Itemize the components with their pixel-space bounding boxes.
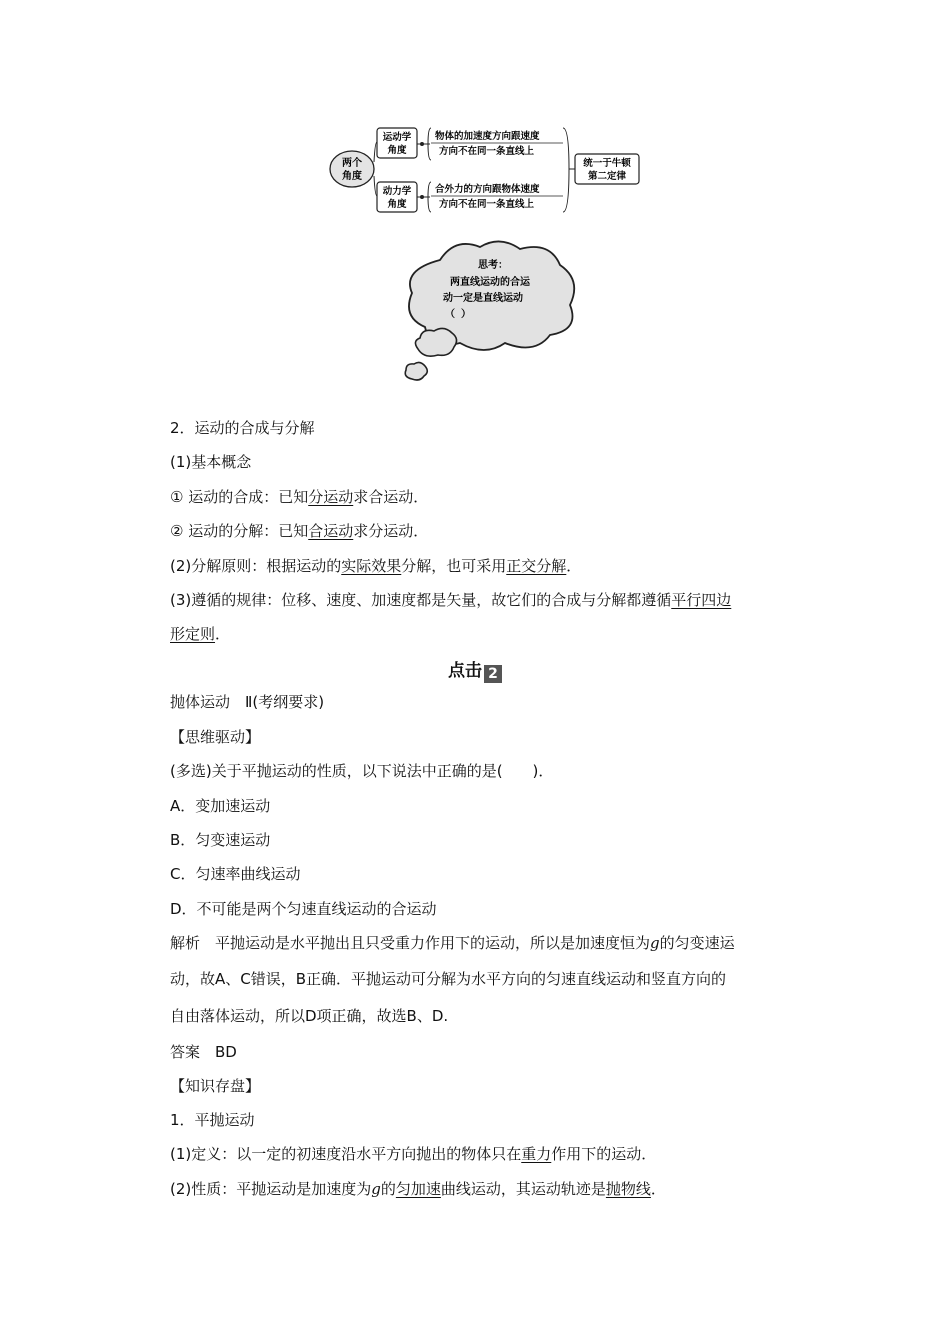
property-line [170,1179,666,1199]
rule-end: ． [215,625,231,643]
property-end: ． [650,1180,666,1198]
concept-diagram [325,120,645,215]
store-heading: 【知识存盘】 [170,1077,261,1095]
principle-end: ． [566,557,582,575]
basic-concept: (1)基本概念 [170,453,252,471]
rule-key-2: 形定则 [170,625,216,643]
kinematics-desc-2: 方向不在同一条直线上 [439,146,535,157]
dynamics-desc-2: 方向不在同一条直线上 [439,199,535,210]
definition-line [170,1144,656,1164]
option-d: D．不可能是两个匀速直线运动的合运动 [170,900,437,918]
newton-label-2: 第二定律 [587,171,627,182]
decomposition-line [170,521,428,541]
property-text: (2)性质：平抛运动是加速度为 [170,1180,372,1198]
thought-cloud [400,235,580,390]
principle-key-2: 正交分解 [506,557,567,575]
kinematics-desc-1: 物体的加速度方向跟速度 [435,131,540,142]
option-a: A．变加速运动 [170,797,271,815]
composition-line [170,487,428,507]
decomposition-key: 合运动 [308,522,354,540]
analysis-line-2: 动，故A、C错误，B正确．平抛运动可分解为水平方向的匀速直线运动和竖直方向的 [170,970,727,988]
center-node-text-1: 两个 [342,158,362,169]
analysis-text: 解析 平抛运动是水平抛出且只受重力作用下的运动，所以是加速度恒为 [170,934,651,952]
answer: 答案 BD [170,1043,237,1061]
kinematics-label-1: 运动学 [382,132,412,143]
thought-line-1: 两直线运动的合运 [450,277,530,288]
thought-title: 思考： [478,260,508,271]
composition-key: 分运动 [308,488,354,506]
principle-line [170,556,581,576]
rule-text: (3)遵循的规律：位移、速度、加速度都是矢量，故它们的合成与分解都遵循 [170,591,672,609]
option-b: B．匀变速运动 [170,831,271,849]
rule-line-2 [170,624,230,644]
property-key-1: 匀加速 [395,1180,441,1198]
property-mid: 曲线运动，其运动轨迹是 [440,1180,606,1198]
thought-line-2: 动一定是直线运动 [443,293,523,304]
newton-label-1: 统一于牛顿 [583,158,631,169]
option-c: C．匀速率曲线运动 [170,865,301,883]
definition-key: 重力 [521,1145,552,1163]
rule-line [170,590,731,610]
symbol-g: g [650,934,660,952]
property-key-2: 抛物线 [605,1180,651,1198]
kinematics-label-2: 角度 [387,145,407,156]
analysis-line-1 [170,933,735,953]
composition-text: ① 运动的合成：已知 [170,488,309,506]
principle-mid: 分解，也可采用 [401,557,507,575]
symbol-g-2: g [371,1180,381,1198]
rule-key-1: 平行四边 [671,591,732,609]
point-number-badge: 2 [484,665,502,683]
principle-key-1: 实际效果 [341,557,402,575]
analysis-text-end: 的匀变速运 [659,934,735,952]
analysis-line-3: 自由落体运动，所以D项正确，故选B、D. [170,1007,449,1025]
property-of: 的 [380,1180,396,1198]
dynamics-label-1: 动力学 [382,186,412,197]
dynamics-label-2: 角度 [387,199,407,210]
point-label: 点击 [448,661,482,681]
definition-end: 作用下的运动． [551,1145,657,1163]
thought-line-3: （ ） [445,309,472,320]
section-2-title: 2．运动的合成与分解 [170,419,315,437]
item-1-title: 1．平抛运动 [170,1111,255,1129]
drive-heading: 【思维驱动】 [170,728,261,746]
center-node-text-2: 角度 [342,171,362,182]
topic: 抛体运动 Ⅱ(考纲要求) [170,693,325,711]
principle-text: (2)分解原则：根据运动的 [170,557,342,575]
decomposition-end: 求分运动． [353,522,429,540]
composition-end: 求合运动． [353,488,429,506]
question: (多选)关于平抛运动的性质，以下说法中正确的是( )． [170,762,554,780]
dynamics-desc-1: 合外力的方向跟物体速度 [435,184,540,195]
decomposition-text: ② 运动的分解：已知 [170,522,309,540]
point-heading [0,656,950,683]
definition-text: (1)定义：以一定的初速度沿水平方向抛出的物体只在 [170,1145,522,1163]
